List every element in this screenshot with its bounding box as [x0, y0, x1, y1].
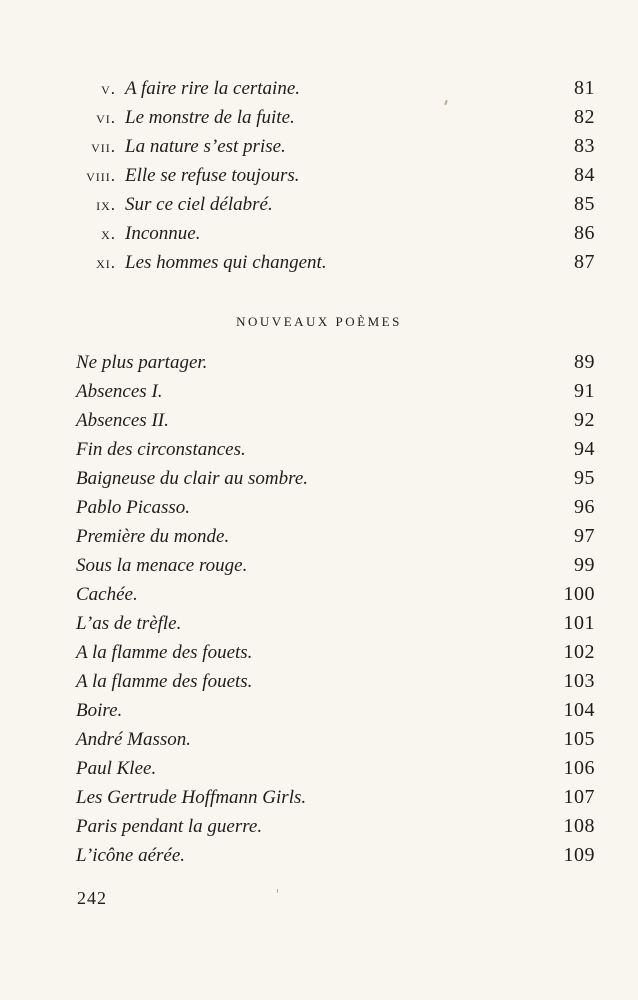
roman-numeral: vii. — [91, 137, 116, 156]
poem-title: Absences I. — [76, 381, 163, 402]
toc-row — [0, 132, 638, 161]
toc-row — [0, 377, 638, 406]
toc-row — [0, 667, 638, 696]
poem-title: Paul Klee. — [76, 758, 157, 779]
toc-row — [0, 580, 638, 609]
page-number: 108 — [563, 815, 595, 837]
poem-title: Fin des circonstances. — [76, 439, 246, 460]
toc-row — [0, 696, 638, 725]
poem-title: A faire rire la certaine. — [125, 78, 301, 99]
poem-title: Sur ce ciel délabré. — [125, 194, 273, 215]
page-number: 83 — [574, 135, 595, 157]
poem-title: Ne plus partager. — [76, 352, 208, 373]
page-number: 84 — [574, 164, 595, 186]
page-number: 89 — [574, 351, 595, 373]
page-number: 100 — [563, 583, 595, 605]
toc-row — [0, 464, 638, 493]
page-number: 103 — [563, 670, 595, 692]
poem-entries-list — [0, 348, 638, 870]
toc-row — [0, 812, 638, 841]
roman-numeral: ix. — [96, 195, 116, 214]
roman-numeral: xi. — [96, 253, 116, 272]
page-number: 101 — [563, 612, 595, 634]
poem-title: Première du monde. — [76, 526, 230, 547]
poem-title: A la flamme des fouets. — [76, 642, 253, 663]
page-number: 86 — [574, 222, 595, 244]
page-number: 107 — [563, 786, 595, 808]
page-number: 109 — [563, 844, 595, 866]
toc-row — [0, 493, 638, 522]
poem-title: Inconnue. — [125, 223, 201, 244]
toc-row — [0, 103, 638, 132]
toc-row — [0, 161, 638, 190]
poem-title: Les hommes qui changent. — [125, 252, 327, 273]
page-number: 99 — [574, 554, 595, 576]
poem-title: Pablo Picasso. — [76, 497, 190, 518]
page-number: 105 — [563, 728, 595, 750]
toc-row — [0, 219, 638, 248]
poem-title: Elle se refuse toujours. — [125, 165, 300, 186]
roman-entries-list — [0, 74, 638, 277]
toc-row — [0, 638, 638, 667]
toc-row — [0, 725, 638, 754]
roman-numeral: vi. — [96, 108, 116, 127]
poem-title: Les Gertrude Hoffmann Girls. — [76, 787, 307, 808]
poem-title: Le monstre de la fuite. — [125, 107, 295, 128]
page-number: 91 — [574, 380, 595, 402]
toc-row — [0, 783, 638, 812]
folio-page-number: 242 — [77, 888, 107, 908]
page-number: 106 — [563, 757, 595, 779]
roman-numeral: viii. — [86, 166, 116, 185]
poem-title: Absences II. — [76, 410, 169, 431]
poem-title: L’as de trèfle. — [76, 613, 182, 634]
toc-row — [0, 74, 638, 103]
toc-row — [0, 754, 638, 783]
section-heading: NOUVEAUX POÈMES — [236, 314, 402, 329]
toc-row — [0, 348, 638, 377]
page-number: 97 — [574, 525, 595, 547]
page-number: 96 — [574, 496, 595, 518]
roman-numeral: v. — [101, 79, 116, 98]
poem-title: Cachée. — [76, 584, 138, 605]
toc-row — [0, 551, 638, 580]
toc-row — [0, 609, 638, 638]
poem-title: Sous la menace rouge. — [76, 555, 248, 576]
toc-row — [0, 248, 638, 277]
poem-title: Boire. — [76, 700, 123, 721]
poem-title: L’icône aérée. — [76, 845, 186, 866]
roman-numeral: x. — [101, 224, 116, 243]
page-number: 82 — [574, 106, 595, 128]
poem-title: André Masson. — [76, 729, 192, 750]
poem-title: A la flamme des fouets. — [76, 671, 253, 692]
poem-title: La nature s’est prise. — [125, 136, 286, 157]
toc-row — [0, 406, 638, 435]
page-number: 94 — [574, 438, 595, 460]
toc-row — [0, 522, 638, 551]
page-number: 104 — [563, 699, 595, 721]
page-number: 102 — [563, 641, 595, 663]
page-number: 85 — [574, 193, 595, 215]
page-number: 81 — [574, 77, 595, 99]
page-number: 92 — [574, 409, 595, 431]
page-number: 87 — [574, 251, 595, 273]
poem-title: Baigneuse du clair au sombre. — [76, 468, 309, 489]
toc-row — [0, 190, 638, 219]
poem-title: Paris pendant la guerre. — [76, 816, 263, 837]
page-number: 95 — [574, 467, 595, 489]
toc-row — [0, 841, 638, 870]
paper-speck — [277, 889, 278, 893]
toc-row — [0, 435, 638, 464]
